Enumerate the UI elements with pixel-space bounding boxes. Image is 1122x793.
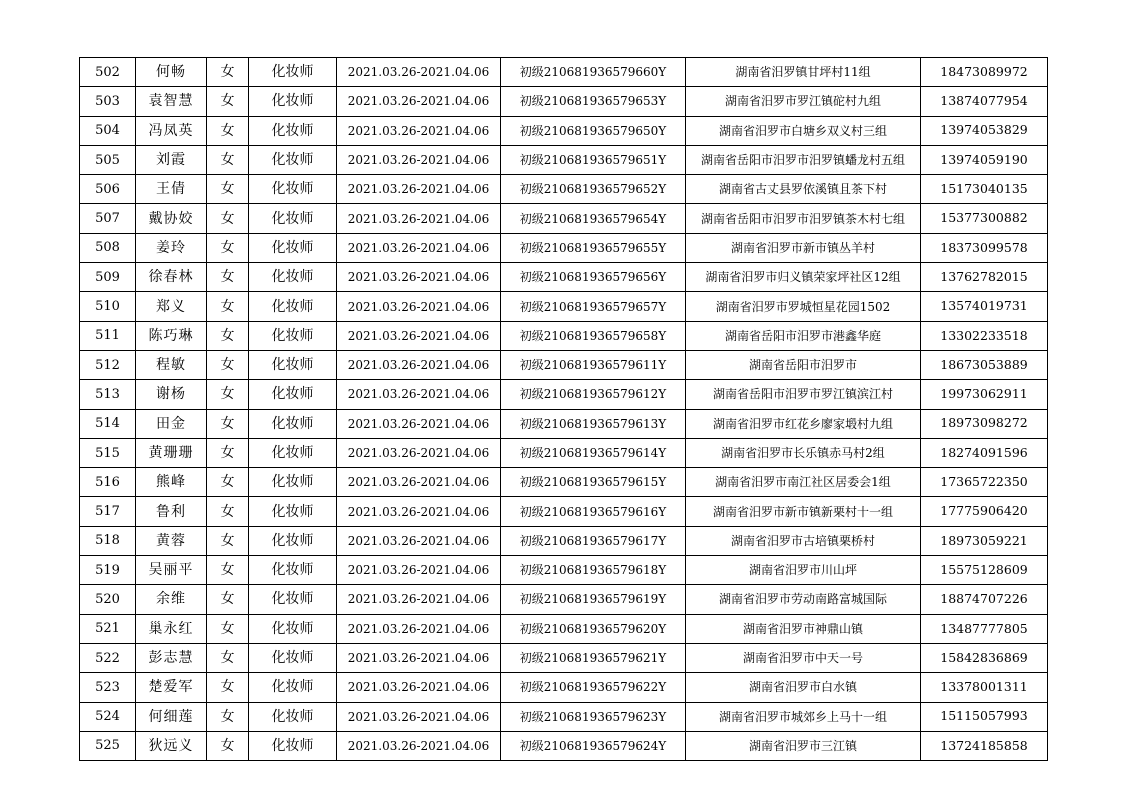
certificate-number-cell: 初级210681936579654Y [501,204,686,233]
training-period-cell: 2021.03.26-2021.04.06 [337,643,501,672]
address-cell: 湖南省汨罗市罗城恒星花园1502 [686,292,921,321]
training-period-cell: 2021.03.26-2021.04.06 [337,497,501,526]
row-number-cell: 505 [80,145,136,174]
certificate-number-cell: 初级210681936579652Y [501,175,686,204]
certificate-number-cell: 初级210681936579612Y [501,380,686,409]
table-row [80,233,1048,262]
row-number-cell: 521 [80,614,136,643]
certificate-number-cell: 初级210681936579616Y [501,497,686,526]
address-cell: 湖南省汨罗市中天一号 [686,643,921,672]
address-cell: 湖南省汨罗市白塘乡双义村三组 [686,116,921,145]
training-period-cell: 2021.03.26-2021.04.06 [337,263,501,292]
certificate-number-cell: 初级210681936579651Y [501,145,686,174]
occupation-cell: 化妆师 [249,526,337,555]
row-number-cell: 525 [80,731,136,760]
address-cell: 湖南省汨罗市三江镇 [686,731,921,760]
address-cell: 湖南省汨罗市古培镇栗桥村 [686,526,921,555]
occupation-cell: 化妆师 [249,175,337,204]
name-cell: 郑义 [136,292,207,321]
address-cell: 湖南省汨罗市红花乡廖家塅村九组 [686,409,921,438]
training-period-cell: 2021.03.26-2021.04.06 [337,702,501,731]
name-cell: 田金 [136,409,207,438]
occupation-cell: 化妆师 [249,204,337,233]
roster-table [79,57,1048,761]
gender-cell: 女 [207,409,249,438]
table-row [80,350,1048,379]
phone-cell: 18274091596 [921,438,1048,467]
certificate-number-cell: 初级210681936579611Y [501,350,686,379]
address-cell: 湖南省汨罗市劳动南路富城国际 [686,585,921,614]
row-number-cell: 520 [80,585,136,614]
table-row [80,702,1048,731]
occupation-cell: 化妆师 [249,614,337,643]
gender-cell: 女 [207,350,249,379]
name-cell: 何畅 [136,58,207,87]
address-cell: 湖南省岳阳市汨罗市汨罗镇茶木村七组 [686,204,921,233]
occupation-cell: 化妆师 [249,116,337,145]
gender-cell: 女 [207,233,249,262]
occupation-cell: 化妆师 [249,438,337,467]
certificate-number-cell: 初级210681936579619Y [501,585,686,614]
table-row [80,409,1048,438]
name-cell: 黄珊珊 [136,438,207,467]
name-cell: 吴丽平 [136,556,207,585]
phone-cell: 17775906420 [921,497,1048,526]
occupation-cell: 化妆师 [249,409,337,438]
certificate-number-cell: 初级210681936579614Y [501,438,686,467]
row-number-cell: 519 [80,556,136,585]
name-cell: 余维 [136,585,207,614]
name-cell: 王倩 [136,175,207,204]
phone-cell: 13762782015 [921,263,1048,292]
name-cell: 谢杨 [136,380,207,409]
table-row [80,673,1048,702]
phone-cell: 15575128609 [921,556,1048,585]
table-row [80,614,1048,643]
table-row [80,438,1048,467]
table-row [80,556,1048,585]
gender-cell: 女 [207,497,249,526]
name-cell: 鲁利 [136,497,207,526]
address-cell: 湖南省汨罗市川山坪 [686,556,921,585]
address-cell: 湖南省汨罗市长乐镇赤马村2组 [686,438,921,467]
name-cell: 彭志慧 [136,643,207,672]
row-number-cell: 509 [80,263,136,292]
phone-cell: 17365722350 [921,468,1048,497]
occupation-cell: 化妆师 [249,643,337,672]
table-row [80,468,1048,497]
occupation-cell: 化妆师 [249,58,337,87]
phone-cell: 13487777805 [921,614,1048,643]
phone-cell: 15377300882 [921,204,1048,233]
phone-cell: 13974059190 [921,145,1048,174]
certificate-number-cell: 初级210681936579660Y [501,58,686,87]
certificate-number-cell: 初级210681936579613Y [501,409,686,438]
training-period-cell: 2021.03.26-2021.04.06 [337,175,501,204]
address-cell: 湖南省汨罗市归义镇荣家坪社区12组 [686,263,921,292]
table-row [80,321,1048,350]
table-row [80,731,1048,760]
gender-cell: 女 [207,673,249,702]
address-cell: 湖南省古丈县罗依溪镇且茶下村 [686,175,921,204]
row-number-cell: 522 [80,643,136,672]
name-cell: 姜玲 [136,233,207,262]
training-period-cell: 2021.03.26-2021.04.06 [337,409,501,438]
phone-cell: 15842836869 [921,643,1048,672]
gender-cell: 女 [207,292,249,321]
table-row [80,526,1048,555]
gender-cell: 女 [207,702,249,731]
certificate-number-cell: 初级210681936579657Y [501,292,686,321]
certificate-number-cell: 初级210681936579621Y [501,643,686,672]
phone-cell: 18874707226 [921,585,1048,614]
address-cell: 湖南省汨罗镇甘坪村11组 [686,58,921,87]
phone-cell: 15115057993 [921,702,1048,731]
certificate-number-cell: 初级210681936579658Y [501,321,686,350]
row-number-cell: 517 [80,497,136,526]
phone-cell: 13724185858 [921,731,1048,760]
table-row [80,263,1048,292]
certificate-number-cell: 初级210681936579618Y [501,556,686,585]
training-period-cell: 2021.03.26-2021.04.06 [337,292,501,321]
training-period-cell: 2021.03.26-2021.04.06 [337,673,501,702]
phone-cell: 18973059221 [921,526,1048,555]
gender-cell: 女 [207,438,249,467]
training-period-cell: 2021.03.26-2021.04.06 [337,438,501,467]
occupation-cell: 化妆师 [249,263,337,292]
phone-cell: 13574019731 [921,292,1048,321]
gender-cell: 女 [207,204,249,233]
row-number-cell: 518 [80,526,136,555]
address-cell: 湖南省汨罗市神鼎山镇 [686,614,921,643]
name-cell: 戴协姣 [136,204,207,233]
training-period-cell: 2021.03.26-2021.04.06 [337,58,501,87]
gender-cell: 女 [207,643,249,672]
gender-cell: 女 [207,116,249,145]
phone-cell: 13378001311 [921,673,1048,702]
occupation-cell: 化妆师 [249,350,337,379]
name-cell: 袁智慧 [136,87,207,116]
address-cell: 湖南省汨罗市南江社区居委会1组 [686,468,921,497]
training-period-cell: 2021.03.26-2021.04.06 [337,468,501,497]
certificate-number-cell: 初级210681936579624Y [501,731,686,760]
address-cell: 湖南省岳阳市汨罗市罗江镇滨江村 [686,380,921,409]
table-row [80,497,1048,526]
phone-cell: 18373099578 [921,233,1048,262]
gender-cell: 女 [207,263,249,292]
training-period-cell: 2021.03.26-2021.04.06 [337,321,501,350]
training-period-cell: 2021.03.26-2021.04.06 [337,614,501,643]
training-period-cell: 2021.03.26-2021.04.06 [337,233,501,262]
roster-table-container [79,57,1048,761]
phone-cell: 18473089972 [921,58,1048,87]
gender-cell: 女 [207,614,249,643]
occupation-cell: 化妆师 [249,145,337,174]
gender-cell: 女 [207,468,249,497]
table-row [80,145,1048,174]
occupation-cell: 化妆师 [249,321,337,350]
certificate-number-cell: 初级210681936579622Y [501,673,686,702]
address-cell: 湖南省汨罗市新市镇新栗村十一组 [686,497,921,526]
name-cell: 狄远义 [136,731,207,760]
row-number-cell: 502 [80,58,136,87]
phone-cell: 13302233518 [921,321,1048,350]
gender-cell: 女 [207,380,249,409]
occupation-cell: 化妆师 [249,292,337,321]
address-cell: 湖南省岳阳市汨罗市港鑫华庭 [686,321,921,350]
training-period-cell: 2021.03.26-2021.04.06 [337,145,501,174]
row-number-cell: 511 [80,321,136,350]
training-period-cell: 2021.03.26-2021.04.06 [337,380,501,409]
gender-cell: 女 [207,585,249,614]
occupation-cell: 化妆师 [249,380,337,409]
occupation-cell: 化妆师 [249,87,337,116]
table-row [80,380,1048,409]
gender-cell: 女 [207,175,249,204]
phone-cell: 13974053829 [921,116,1048,145]
table-row [80,116,1048,145]
name-cell: 楚爱军 [136,673,207,702]
occupation-cell: 化妆师 [249,673,337,702]
training-period-cell: 2021.03.26-2021.04.06 [337,526,501,555]
row-number-cell: 513 [80,380,136,409]
address-cell: 湖南省汨罗市罗江镇砣村九组 [686,87,921,116]
table-row [80,58,1048,87]
row-number-cell: 523 [80,673,136,702]
row-number-cell: 516 [80,468,136,497]
gender-cell: 女 [207,556,249,585]
occupation-cell: 化妆师 [249,731,337,760]
address-cell: 湖南省岳阳市汨罗市汨罗镇蟠龙村五组 [686,145,921,174]
training-period-cell: 2021.03.26-2021.04.06 [337,204,501,233]
row-number-cell: 515 [80,438,136,467]
certificate-number-cell: 初级210681936579623Y [501,702,686,731]
row-number-cell: 512 [80,350,136,379]
gender-cell: 女 [207,58,249,87]
phone-cell: 18973098272 [921,409,1048,438]
row-number-cell: 510 [80,292,136,321]
training-period-cell: 2021.03.26-2021.04.06 [337,116,501,145]
row-number-cell: 504 [80,116,136,145]
gender-cell: 女 [207,321,249,350]
name-cell: 刘霞 [136,145,207,174]
phone-cell: 15173040135 [921,175,1048,204]
training-period-cell: 2021.03.26-2021.04.06 [337,350,501,379]
table-row [80,175,1048,204]
certificate-number-cell: 初级210681936579655Y [501,233,686,262]
occupation-cell: 化妆师 [249,233,337,262]
name-cell: 程敏 [136,350,207,379]
phone-cell: 19973062911 [921,380,1048,409]
table-row [80,643,1048,672]
occupation-cell: 化妆师 [249,702,337,731]
row-number-cell: 506 [80,175,136,204]
row-number-cell: 503 [80,87,136,116]
phone-cell: 13874077954 [921,87,1048,116]
name-cell: 陈巧琳 [136,321,207,350]
certificate-number-cell: 初级210681936579620Y [501,614,686,643]
name-cell: 黄蓉 [136,526,207,555]
roster-table-body [80,58,1048,761]
row-number-cell: 514 [80,409,136,438]
gender-cell: 女 [207,145,249,174]
occupation-cell: 化妆师 [249,497,337,526]
row-number-cell: 508 [80,233,136,262]
address-cell: 湖南省汨罗市新市镇丛羊村 [686,233,921,262]
table-row [80,204,1048,233]
row-number-cell: 524 [80,702,136,731]
gender-cell: 女 [207,731,249,760]
name-cell: 何细莲 [136,702,207,731]
occupation-cell: 化妆师 [249,556,337,585]
row-number-cell: 507 [80,204,136,233]
gender-cell: 女 [207,87,249,116]
name-cell: 冯凤英 [136,116,207,145]
certificate-number-cell: 初级210681936579653Y [501,87,686,116]
certificate-number-cell: 初级210681936579656Y [501,263,686,292]
training-period-cell: 2021.03.26-2021.04.06 [337,731,501,760]
certificate-number-cell: 初级210681936579617Y [501,526,686,555]
table-row [80,292,1048,321]
name-cell: 熊峰 [136,468,207,497]
training-period-cell: 2021.03.26-2021.04.06 [337,556,501,585]
name-cell: 徐春林 [136,263,207,292]
name-cell: 巢永红 [136,614,207,643]
certificate-number-cell: 初级210681936579650Y [501,116,686,145]
training-period-cell: 2021.03.26-2021.04.06 [337,585,501,614]
gender-cell: 女 [207,526,249,555]
address-cell: 湖南省岳阳市汨罗市 [686,350,921,379]
phone-cell: 18673053889 [921,350,1048,379]
table-row [80,585,1048,614]
occupation-cell: 化妆师 [249,585,337,614]
training-period-cell: 2021.03.26-2021.04.06 [337,87,501,116]
address-cell: 湖南省汨罗市白水镇 [686,673,921,702]
address-cell: 湖南省汨罗市城郊乡上马十一组 [686,702,921,731]
occupation-cell: 化妆师 [249,468,337,497]
table-row [80,87,1048,116]
certificate-number-cell: 初级210681936579615Y [501,468,686,497]
